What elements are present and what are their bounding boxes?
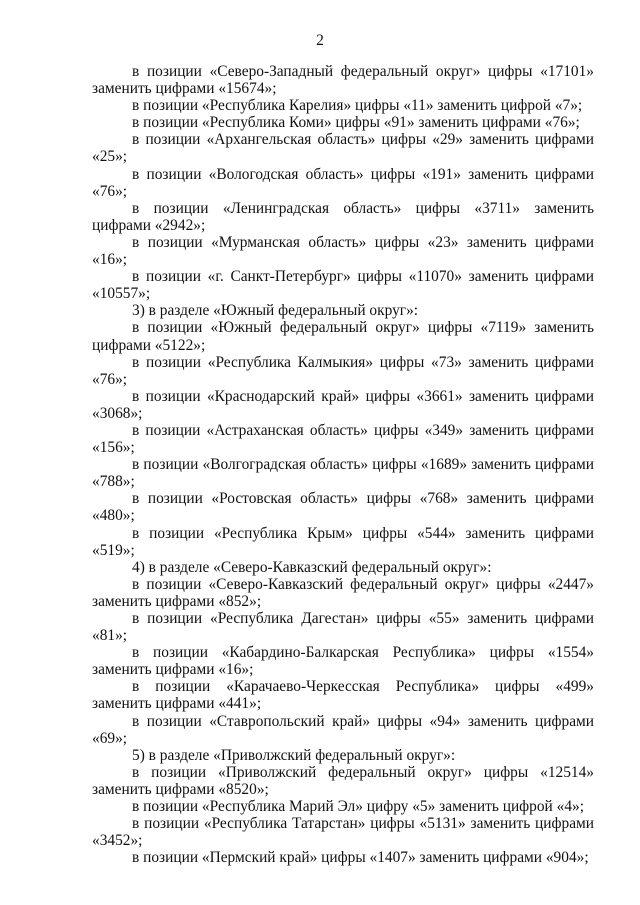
paragraph: в позиции «Карачаево-Черкесская Республика» цифры «499» заменить цифрами «441»;	[92, 678, 594, 713]
paragraph: в позиции «Волгоградская область» цифры «1689» заменить цифрами «788»;	[92, 456, 594, 491]
paragraph: в позиции «Республика Карелия» цифры «11» заменить цифрой «7»;	[132, 97, 583, 115]
paragraph: в позиции «Северо-Западный федеральный округ» цифры «17101» заменить цифрами «15674»;	[92, 63, 594, 98]
paragraph: в позиции «Республика Татарстан» цифры «5131» заменить цифрами «3452»;	[92, 815, 594, 850]
paragraph: в позиции «г. Санкт-Петербург» цифры «11070» заменить цифрами «10557»;	[92, 268, 594, 303]
paragraph: в позиции «Республика Крым» цифры «544» заменить цифрами «519»;	[92, 524, 594, 559]
paragraph: в позиции «Мурманская область» цифры «23» заменить цифрами «16»;	[92, 233, 594, 269]
paragraph: в позиции «Краснодарский край» цифры «3661» заменить цифрами «3068»;	[92, 387, 594, 422]
paragraph: в позиции «Приволжский федеральный округ» цифры «12514» заменить цифрами «8520»;	[92, 763, 594, 798]
document-body	[92, 63, 594, 866]
paragraph: в позиции «Республика Марий Эл» цифру «5» заменить цифрой «4»;	[132, 798, 584, 816]
section-heading: 3) в разделе «Южный федеральный округ»:	[132, 302, 419, 320]
paragraph: в позиции «Вологодская область» цифры «191» заменить цифрами «76»;	[92, 165, 594, 200]
paragraph: в позиции «Архангельская область» цифры «29» заменить цифрами «25»;	[92, 131, 594, 166]
paragraph: в позиции «Южный федеральный округ» цифры «7119» заменить цифрами «5122»;	[92, 319, 594, 354]
paragraph: в позиции «Северо-Кавказский федеральный округ» цифры «2447» заменить цифрами «852»;	[92, 575, 594, 610]
paragraph: в позиции «Ленинградская область» цифры «3711» заменить цифрами «2942»;	[92, 199, 594, 234]
paragraph: в позиции «Пермский край» цифры «1407» заменить цифрами «904»;	[132, 849, 589, 867]
paragraph: в позиции «Ставропольский край» цифры «94» заменить цифрами «69»;	[92, 712, 594, 747]
paragraph: в позиции «Ростовская область» цифры «768» заменить цифрами «480»;	[92, 490, 594, 525]
section-heading: 4) в разделе «Северо-Кавказский федеральный округ»:	[132, 558, 492, 576]
section-heading: 5) в разделе «Приволжский федеральный округ»:	[132, 746, 456, 764]
paragraph: в позиции «Республика Коми» цифры «91» заменить цифрами «76»;	[132, 114, 580, 132]
paragraph: в позиции «Республика Калмыкия» цифры «73» заменить цифрами «76»;	[92, 353, 594, 388]
paragraph: в позиции «Кабардино-Балкарская Республика» цифры «1554» заменить цифрами «16»;	[92, 644, 594, 679]
page-number: 2	[316, 32, 324, 49]
paragraph: в позиции «Астраханская область» цифры «349» заменить цифрами «156»;	[92, 421, 594, 457]
paragraph: в позиции «Республика Дагестан» цифры «55» заменить цифрами «81»;	[92, 610, 594, 645]
